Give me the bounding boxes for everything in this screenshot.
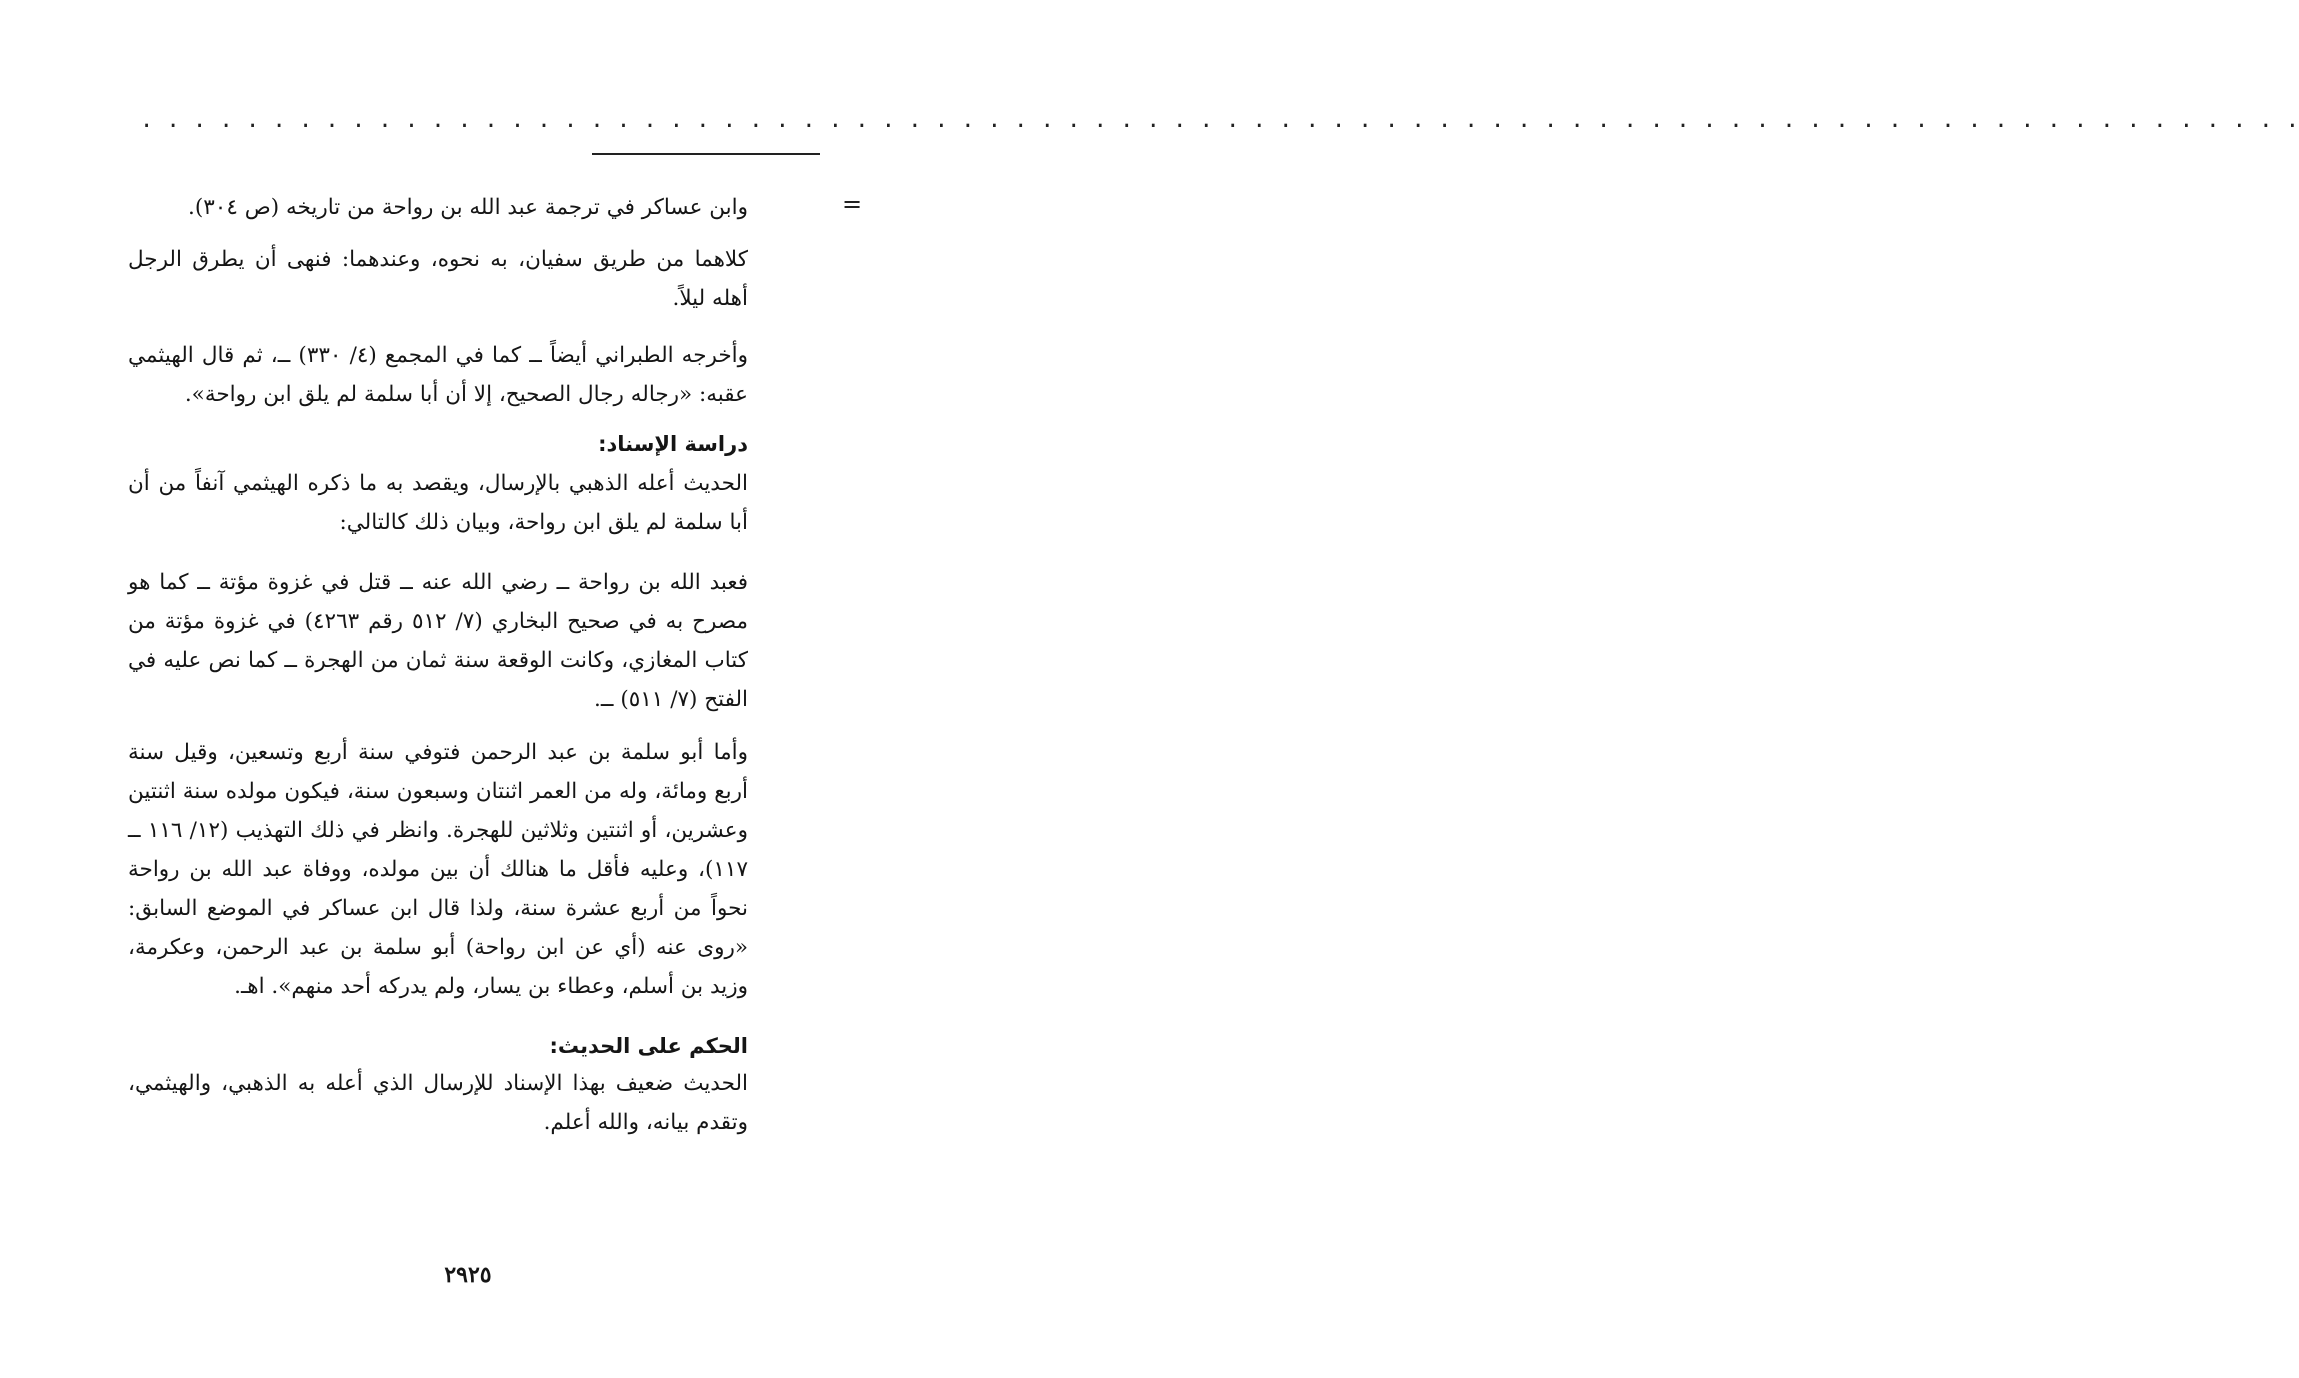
heading-text: الحكم على الحديث:	[549, 1034, 748, 1058]
paragraph-text: وأما أبو سلمة بن عبد الرحمن فتوفي سنة أربع وتسعين، وقيل سنة أربع ومائة، وله من العمر اثنتان وسبعون سنة، فيكون مولده سنة اثنتين وعشرين، أو اثنتين وثلاثين للهجرة. وانظر في ذلك التهذيب (١٢/ ١١٦ ــ ١١٧)، وعليه فأقل ما هنالك أن بين مولده، ووفاة عبد الله بن رواحة نحواً من أربع عشرة سنة، ولذا قال ابن عساكر في الموضع السابق: «روى عنه (أي عن ابن رواحة) أبو سلمة بن عبد الرحمن، وعكرمة، وزيد بن أسلم، وعطاء بن يسار، ولم يدركه أحد منهم». اهـ.	[128, 740, 748, 999]
paragraph-text: الحديث أعله الذهبي بالإرسال، ويقصد به ما ذكره الهيثمي آنفاً من أن أبا سلمة لم يلق ابن رواحة، وبيان ذلك كالتالي:	[128, 471, 748, 535]
page-number: ٢٩٢٥	[444, 1262, 492, 1288]
paragraph-isnad	[128, 464, 748, 542]
heading-text: دراسة الإسناد:	[598, 432, 748, 456]
section-heading-isnad	[128, 425, 748, 464]
paragraph-abdullah	[128, 563, 748, 719]
footnote-continuation	[128, 188, 748, 227]
footnote-text: وابن عساكر في ترجمة عبد الله بن رواحة من تاريخه (ص ٣٠٤).	[188, 195, 748, 220]
paragraph-abu-salama	[128, 733, 748, 1006]
paragraph-text: فعبد الله بن رواحة ــ رضي الله عنه ــ قتل في غزوة مؤتة ــ كما هو مصرح به في صحيح البخاري (٧/ ٥١٢ رقم ٤٢٦٣) في غزوة مؤتة من كتاب المغازي، وكانت الوقعة سنة ثمان من الهجرة ــ كما نص عليه في الفتح (٧/ ٥١١) ــ.	[128, 570, 748, 712]
paragraph-ruling	[128, 1064, 748, 1142]
section-heading-ruling	[128, 1027, 748, 1066]
paragraph-tabarani	[128, 336, 748, 414]
paragraph-text: الحديث ضعيف بهذا الإسناد للإرسال الذي أعله به الذهبي، والهيثمي، وتقدم بيانه، والله أعلم.	[128, 1071, 748, 1135]
paragraph-both-routes	[128, 240, 748, 318]
paragraph-text: وأخرجه الطبراني أيضاً ــ كما في المجمع (٤/ ٣٣٠) ــ، ثم قال الهيثمي عقبه: «رجاله رجال الصحيح، إلا أن أبا سلمة لم يلق ابن رواحة».	[128, 343, 749, 407]
footnote-rule	[592, 153, 820, 155]
separator-dots: . . . . . . . . . . . . . . . . . . . . . . . . . . . . . . . . . . . . . . . . . . . . . . . . . . . . . . . . . . . . . . . . . . . . . . . . . . . . . . . . . .	[140, 108, 2299, 133]
continuation-mark: =	[842, 190, 863, 218]
paragraph-text: كلاهما من طريق سفيان، به نحوه، وعندهما: فنهى أن يطرق الرجل أهله ليلاً.	[128, 247, 748, 311]
